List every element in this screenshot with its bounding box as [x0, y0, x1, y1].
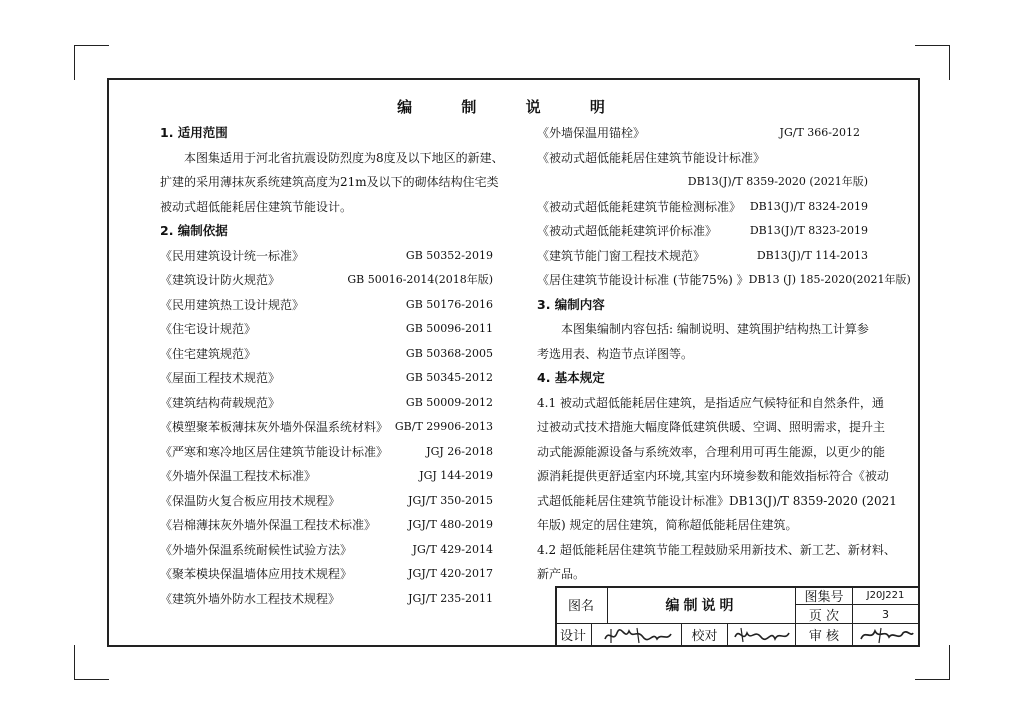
- crop-mark-bottom-right: [915, 645, 950, 680]
- reference-item: [160, 415, 493, 440]
- content-line: 本图集编制内容包括: 编制说明、建筑围护结构热工计算参: [561, 322, 869, 336]
- reference-name: 《居住建筑节能设计标准 (节能75%) 》: [537, 273, 749, 287]
- reference-item: [537, 268, 911, 293]
- reference-name: 《民用建筑设计统一标准》: [160, 248, 305, 263]
- reference-code: DB13(J)/T 114-2013: [756, 248, 868, 262]
- reference-name: 《屋面工程技术规范》: [160, 371, 281, 385]
- page-number-label: 页 次: [808, 608, 840, 624]
- rules-line: 式超低能耗居住建筑节能设计标准》DB13(J)/T 8359-2020 (2021: [537, 493, 897, 508]
- rules-line: 4.2 超低能耗居住建筑节能工程鼓励采用新技术、新工艺、新材料、: [537, 542, 896, 557]
- reference-name: 《建筑外墙外防水工程技术规程》: [160, 591, 341, 606]
- reference-code: GB/T 29906-2013: [394, 420, 493, 433]
- reference-code: JGJ 144-2019: [419, 469, 493, 482]
- rules-line: 源消耗提供更舒适室内环境,其室内环境参数和能效指标符合《被动: [537, 469, 889, 483]
- reference-item: [537, 244, 868, 269]
- rules-line: 过被动式技术措施大幅度降低建筑供暖、空调、照明需求，提升主: [537, 420, 886, 434]
- drawing-name-value: 编制说明: [665, 597, 738, 614]
- reference-item: [160, 440, 493, 465]
- checker-signature: [728, 624, 795, 645]
- reference-name: 《聚苯模块保温墙体应用技术规程》: [160, 567, 353, 581]
- reference-item: [537, 195, 868, 220]
- reference-code: JGJ/T 235-2011: [408, 591, 493, 605]
- check-label: 校对: [691, 629, 718, 644]
- crop-mark-bottom-left: [74, 645, 109, 680]
- reference-name: 《模塑聚苯板薄抹灰外墙外保温系统材料》: [160, 420, 389, 434]
- page-number-value: 3: [882, 607, 889, 621]
- reference-item: [160, 587, 493, 612]
- reference-name: 《被动式超低能耗居住建筑节能设计标准》: [537, 150, 766, 165]
- content-line: 考选用表、构造节点详图等。: [537, 346, 694, 361]
- rules-line: 新产品。: [537, 567, 586, 581]
- reference-name: 《外墙外保温系统耐候性试验方法》: [160, 542, 353, 557]
- reference-name: 《建筑节能门窗工程技术规范》: [537, 248, 706, 263]
- reference-item: [160, 366, 493, 391]
- scope-line: 被动式超低能耗居住建筑节能设计。: [160, 199, 353, 214]
- reference-item: [160, 244, 493, 269]
- reference-name: 《建筑设计防火规范》: [160, 273, 281, 287]
- title-block: [555, 586, 918, 645]
- reference-code: GB 50016-2014(2018年版): [347, 273, 493, 286]
- section-heading-basis: 2. 编制依据: [160, 223, 228, 238]
- reference-item: [160, 489, 493, 514]
- reference-code: JG/T 366-2012: [779, 126, 860, 139]
- drawing-name-label: 图名: [567, 599, 594, 614]
- reference-item: [160, 513, 493, 538]
- reference-name: 《岩棉薄抹灰外墙外保温工程技术标准》: [160, 518, 377, 532]
- reference-code: GB 50009-2012: [405, 395, 493, 409]
- reference-code: DB13(J)/T 8324-2019: [749, 199, 868, 213]
- reference-item: [160, 391, 493, 416]
- rules-line: 年版) 规定的居住建筑，简称超低能耗居住建筑。: [537, 518, 798, 532]
- rules-line: 动式能源能源设备与系统效率，合理利用可再生能源，以更少的能: [537, 444, 886, 459]
- reference-code: GB 50368-2005: [405, 346, 493, 360]
- reference-code: JGJ/T 420-2017: [408, 567, 493, 580]
- reference-name: 《严寒和寒冷地区居住建筑节能设计标准》: [160, 444, 389, 459]
- reference-name: 《建筑结构荷载规范》: [160, 395, 281, 410]
- design-label: 设计: [559, 629, 586, 644]
- page-title: 编 制 说 明: [397, 98, 627, 116]
- reference-item: [537, 121, 868, 146]
- reference-code: GB 50352-2019: [405, 248, 493, 262]
- reference-code: JGJ 26-2018: [426, 444, 493, 458]
- scope-line: 本图集适用于河北省抗震设防烈度为8度及以下地区的新建、: [184, 150, 504, 165]
- scope-line: 扩建的采用薄抹灰系统建筑高度为21m及以下的砌体结构住宅类: [160, 175, 499, 189]
- reference-item: [160, 464, 493, 489]
- reference-item: [160, 293, 493, 318]
- reviewer-signature: [853, 624, 918, 645]
- reference-item: [160, 342, 493, 367]
- reference-code: JG/T 429-2014: [412, 542, 493, 556]
- reference-name: 《外墙保温用锚栓》: [537, 126, 646, 140]
- section-heading-rules: 4. 基本规定: [537, 370, 605, 385]
- reference-list: [537, 195, 911, 293]
- atlas-number-value: J20J221: [866, 589, 905, 601]
- reference-code: DB13(J)/T 8359-2020 (2021年版): [687, 175, 868, 188]
- reference-name: 《被动式超低能耗建筑评价标准》: [537, 224, 718, 238]
- reference-name: 《住宅设计规范》: [160, 322, 257, 336]
- atlas-number-label: 图集号: [804, 589, 844, 605]
- reference-item: [160, 562, 493, 587]
- reference-code: GB 50345-2012: [405, 371, 493, 384]
- left-column: [160, 121, 504, 611]
- section-heading-content: 3. 编制内容: [537, 296, 605, 312]
- rules-line: 4.1 被动式超低能耗居住建筑，是指适应气候特征和自然条件，通: [537, 395, 884, 410]
- crop-mark-top-right: [915, 45, 950, 80]
- designer-signature: [592, 624, 681, 645]
- reference-item: [160, 317, 493, 342]
- reference-name: 《住宅建筑规范》: [160, 346, 257, 361]
- crop-mark-top-left: [74, 45, 109, 80]
- reference-name: 《外墙外保温工程技术标准》: [160, 469, 317, 483]
- right-column: [537, 121, 911, 587]
- review-label: 审 核: [808, 629, 840, 644]
- reference-list: [160, 244, 493, 612]
- section-heading-scope: 1. 适用范围: [160, 125, 228, 140]
- reference-item: [537, 219, 868, 244]
- reference-code: JGJ/T 350-2015: [408, 493, 493, 507]
- reference-name: 《民用建筑热工设计规范》: [160, 297, 305, 312]
- reference-code: GB 50176-2016: [405, 297, 493, 311]
- reference-code: JGJ/T 480-2019: [408, 518, 493, 531]
- reference-code: GB 50096-2011: [405, 322, 493, 335]
- reference-name: 《保温防火复合板应用技术规程》: [160, 493, 341, 508]
- reference-code: DB13 (J) 185-2020(2021年版): [748, 273, 911, 286]
- reference-name: 《被动式超低能耗建筑节能检测标准》: [537, 199, 742, 214]
- reference-code: DB13(J)/T 8323-2019: [749, 224, 868, 237]
- reference-item: [160, 538, 493, 563]
- reference-item: [160, 268, 493, 293]
